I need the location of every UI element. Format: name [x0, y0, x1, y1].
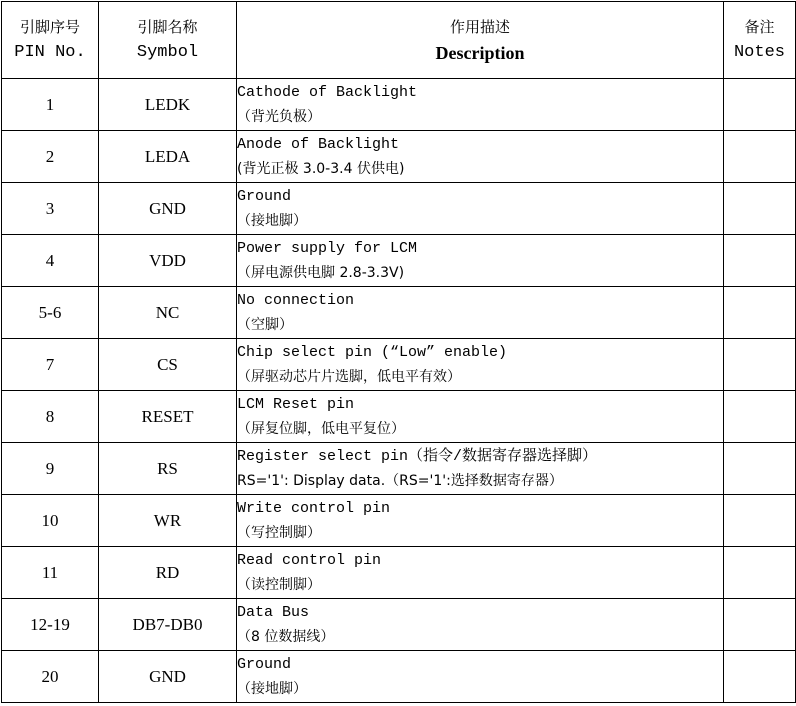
- pin-description-cell: [237, 495, 724, 547]
- table-row: [2, 391, 796, 443]
- description-line-1: Power supply for LCM: [237, 239, 418, 257]
- description-line-2: （写控制脚）: [237, 524, 321, 541]
- pin-description-cell: [237, 443, 724, 495]
- description-line-1: No connection: [237, 291, 355, 309]
- description-line-2: （接地脚）: [237, 680, 307, 697]
- description-line-2: (背光正极 3.0-3.4 伏供电): [237, 160, 405, 177]
- table-row: [2, 443, 796, 495]
- header-symbol-cn: 引脚名称: [137, 18, 198, 36]
- header-symbol-en: Symbol: [136, 43, 199, 62]
- pin-definition-table: [1, 1, 796, 703]
- header-pin-en: PIN No.: [14, 43, 86, 62]
- pin-symbol-cell: RD: [99, 547, 237, 599]
- description-line-1: Ground: [237, 187, 292, 205]
- description-line-2: （屏电源供电脚 2.8-3.3V): [237, 264, 405, 281]
- header-pin-cn: 引脚序号: [19, 18, 80, 36]
- header-desc-en: Description: [435, 43, 525, 63]
- pin-symbol-cell: LEDA: [99, 131, 237, 183]
- pin-number-cell: 20: [2, 651, 99, 703]
- pin-number-cell: 9: [2, 443, 99, 495]
- description-line-1: Register select pin（指令/数据寄存器选择脚）: [237, 447, 598, 465]
- pin-number-cell: 3: [2, 183, 99, 235]
- pin-description-cell: [237, 79, 724, 131]
- notes-cell: [724, 547, 796, 599]
- table-row: [2, 339, 796, 391]
- table-row: [2, 287, 796, 339]
- header-description: [237, 2, 724, 79]
- pin-number-cell: 5-6: [2, 287, 99, 339]
- description-line-1: LCM Reset pin: [237, 395, 355, 413]
- header-notes: [724, 2, 796, 79]
- table-row: [2, 651, 796, 703]
- description-line-2: （空脚）: [237, 316, 293, 333]
- description-line-1: Read control pin: [237, 551, 382, 569]
- description-line-2: （背光负极）: [237, 108, 321, 125]
- header-symbol: [99, 2, 237, 79]
- table-row: [2, 235, 796, 287]
- pin-symbol-cell: DB7-DB0: [99, 599, 237, 651]
- notes-cell: [724, 599, 796, 651]
- pin-symbol-cell: WR: [99, 495, 237, 547]
- pin-number-cell: 4: [2, 235, 99, 287]
- pin-description-cell: [237, 391, 724, 443]
- pin-symbol-cell: RS: [99, 443, 237, 495]
- description-line-2: （接地脚）: [237, 212, 307, 229]
- table-header-row: [2, 2, 796, 79]
- pin-description-cell: [237, 599, 724, 651]
- pin-number-cell: 11: [2, 547, 99, 599]
- table-row: [2, 547, 796, 599]
- notes-cell: [724, 651, 796, 703]
- description-line-1: Write control pin: [237, 499, 391, 517]
- pin-description-cell: [237, 547, 724, 599]
- pin-number-cell: 7: [2, 339, 99, 391]
- pin-symbol-cell: RESET: [99, 391, 237, 443]
- table-row: [2, 79, 796, 131]
- table-row: [2, 495, 796, 547]
- description-line-1: Ground: [237, 655, 292, 673]
- notes-cell: [724, 287, 796, 339]
- notes-cell: [724, 443, 796, 495]
- description-line-1: Chip select pin (“Low” enable): [237, 343, 508, 361]
- description-line-2: （8 位数据线）: [237, 628, 335, 645]
- pin-description-cell: [237, 651, 724, 703]
- notes-cell: [724, 131, 796, 183]
- notes-cell: [724, 183, 796, 235]
- pin-symbol-cell: GND: [99, 183, 237, 235]
- header-notes-cn: 备注: [744, 18, 775, 36]
- description-line-2: （屏驱动芯片片选脚，低电平有效）: [237, 368, 461, 385]
- notes-cell: [724, 391, 796, 443]
- pin-symbol-cell: CS: [99, 339, 237, 391]
- pin-symbol-cell: NC: [99, 287, 237, 339]
- description-line-1: Anode of Backlight: [237, 135, 400, 153]
- pin-symbol-cell: LEDK: [99, 79, 237, 131]
- pin-description-cell: [237, 339, 724, 391]
- header-pin-no: [2, 2, 99, 79]
- description-line-2: （读控制脚）: [237, 576, 321, 593]
- header-desc-cn: 作用描述: [449, 18, 510, 36]
- pin-number-cell: 10: [2, 495, 99, 547]
- description-line-2: RS='1': Display data.（RS='1':选择数据寄存器）: [237, 472, 563, 489]
- pin-description-cell: [237, 287, 724, 339]
- description-line-1: Data Bus: [237, 603, 310, 621]
- table-row: [2, 183, 796, 235]
- pin-symbol-cell: GND: [99, 651, 237, 703]
- description-line-1: Cathode of Backlight: [237, 83, 418, 101]
- table-row: [2, 131, 796, 183]
- pin-description-cell: [237, 183, 724, 235]
- table-body: [2, 79, 796, 703]
- pin-number-cell: 12-19: [2, 599, 99, 651]
- header-notes-en: Notes: [733, 43, 785, 62]
- pin-number-cell: 2: [2, 131, 99, 183]
- pin-description-cell: [237, 235, 724, 287]
- notes-cell: [724, 235, 796, 287]
- notes-cell: [724, 495, 796, 547]
- pin-number-cell: 8: [2, 391, 99, 443]
- pin-symbol-cell: VDD: [99, 235, 237, 287]
- description-line-2: （屏复位脚，低电平复位）: [237, 420, 405, 437]
- table-row: [2, 599, 796, 651]
- notes-cell: [724, 79, 796, 131]
- pin-description-cell: [237, 131, 724, 183]
- notes-cell: [724, 339, 796, 391]
- pin-number-cell: 1: [2, 79, 99, 131]
